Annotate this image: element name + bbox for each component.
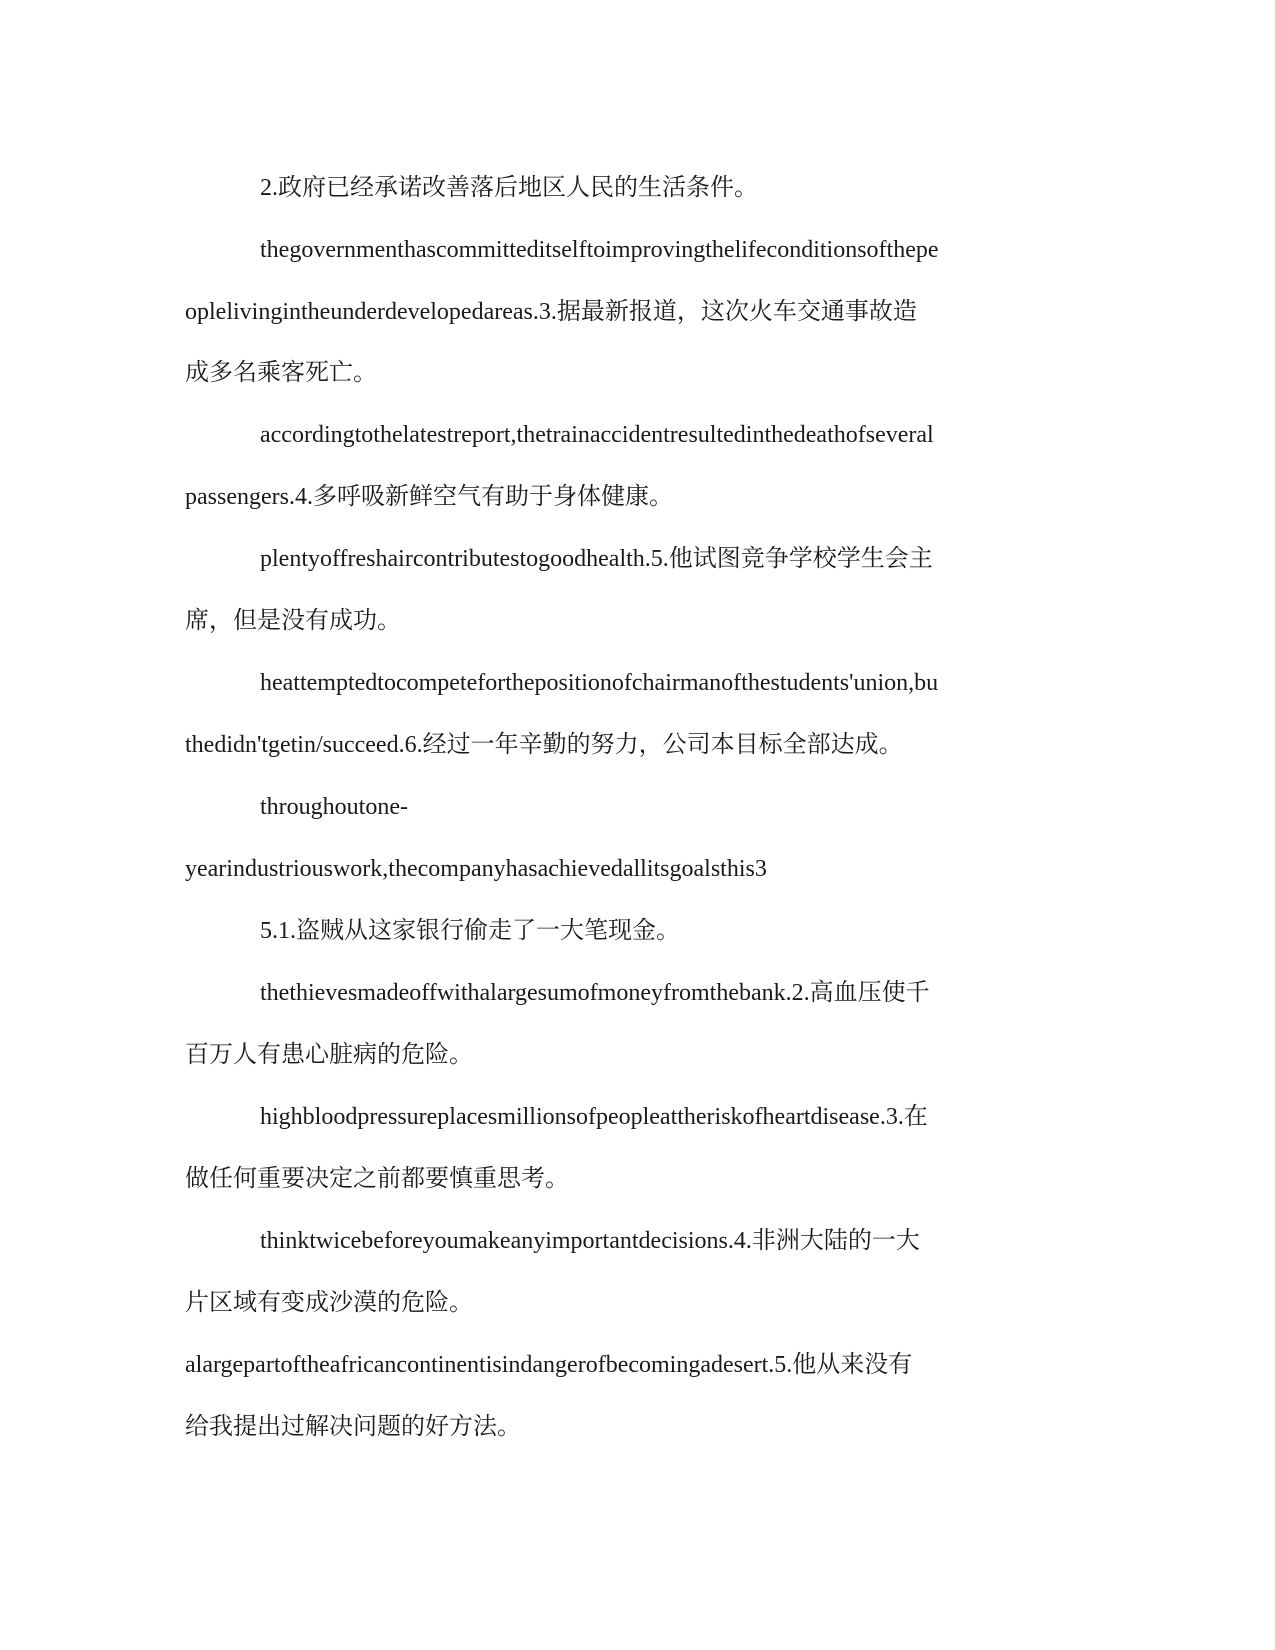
text-line: thegovernmenthascommitteditselftoimprovingthelifeconditionsofthepe	[260, 237, 939, 263]
text-line: 成多名乘客死亡。	[185, 360, 377, 386]
text-line: thedidn'tgetin/succeed.6.经过一年辛勤的努力，公司本目标全部达成。	[185, 732, 903, 758]
text-line: 5.1.盗贼从这家银行偷走了一大笔现金。	[260, 918, 680, 944]
text-line: 席，但是没有成功。	[185, 608, 401, 634]
text-line: thinktwicebeforeyoumakeanyimportantdecisions.4.非洲大陆的一大	[260, 1228, 920, 1254]
text-line: 给我提出过解决问题的好方法。	[185, 1414, 521, 1440]
text-line: plentyoffreshaircontributestogoodhealth.5.他试图竞争学校学生会主	[260, 546, 933, 572]
text-line: throughoutone-	[260, 794, 408, 820]
text-line: 做任何重要决定之前都要慎重思考。	[185, 1166, 569, 1192]
text-line: yearindustriouswork,thecompanyhasachievedallitsgoalsthis3	[185, 856, 767, 882]
text-line: 2.政府已经承诺改善落后地区人民的生活条件。	[260, 175, 758, 201]
text-line: 百万人有患心脏病的危险。	[185, 1042, 473, 1068]
text-line: oplelivingintheunderdevelopedareas.3.据最新报道，这次火车交通事故造	[185, 299, 917, 325]
text-line: accordingtothelatestreport,thetrainaccidentresultedinthedeathofseveral	[260, 422, 934, 448]
text-line: heattemptedtocompeteforthepositionofchairmanofthestudents'union,bu	[260, 670, 939, 696]
text-line: passengers.4.多呼吸新鲜空气有助于身体健康。	[185, 484, 673, 510]
text-line: alargepartoftheafricancontinentisindangerofbecomingadesert.5.他从来没有	[185, 1352, 913, 1378]
text-line: 片区域有变成沙漠的危险。	[185, 1290, 473, 1316]
text-line: highbloodpressureplacesmillionsofpeopleattheriskofheartdisease.3.在	[260, 1104, 928, 1130]
text-line: thethievesmadeoffwithalargesumofmoneyfromthebank.2.高血压使千	[260, 980, 930, 1006]
